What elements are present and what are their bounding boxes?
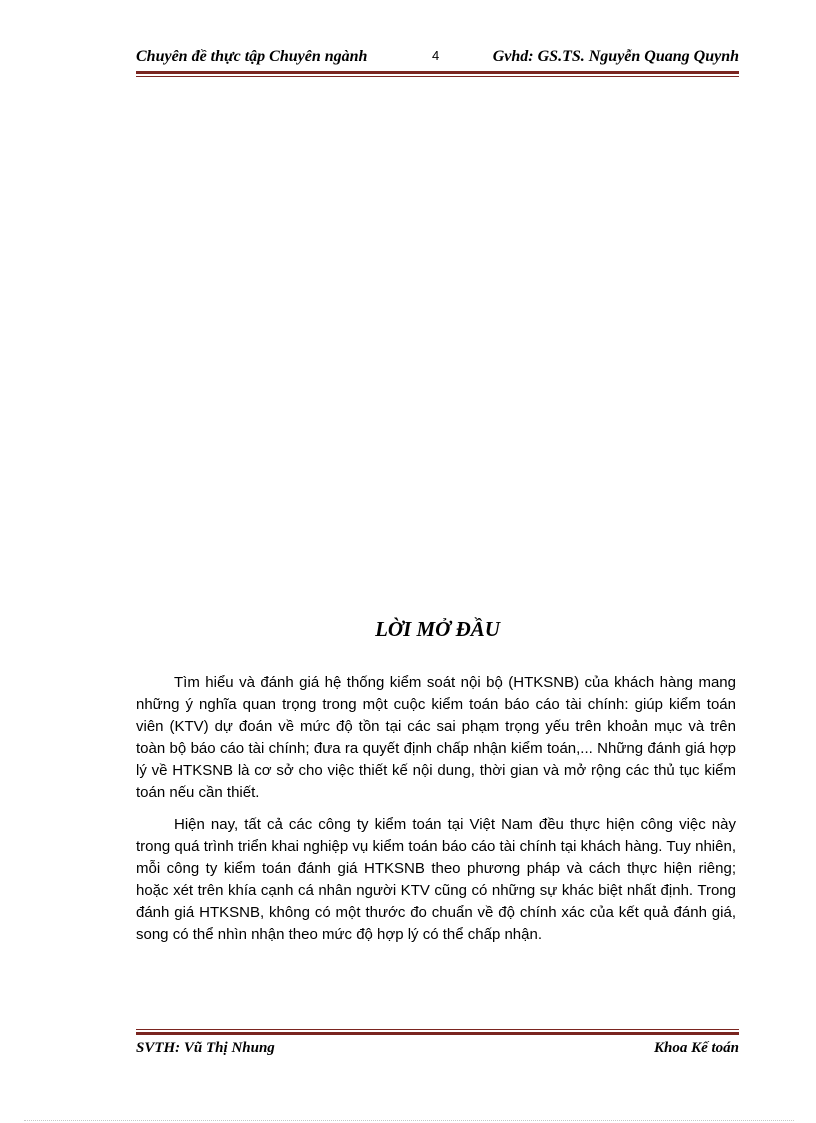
paragraph-2: Hiện nay, tất cả các công ty kiểm toán tại Việt Nam đều thực hiện công việc này trong quá trình triển khai nghiệp vụ kiểm toán báo cáo tài chính tại khách hàng. Tuy nhiên, mỗi công ty kiểm toán đánh giá HTKSNB theo phương pháp và cách thực hiện riêng; hoặc xét trên khía cạnh cá nhân người KTV cũng có những sự khác biệt nhất định. Trong đánh giá HTKSNB, không có một thước đo chuẩn về độ chính xác của kết quả đánh giá, song có thể nhìn nhận theo mức độ hợp lý có thể chấp nhận.: [136, 816, 736, 943]
introduction-body: [136, 672, 736, 956]
header-supervisor: Gvhd: GS.TS. Nguyễn Quang Quynh: [492, 48, 739, 65]
paragraph-1: Tìm hiểu và đánh giá hệ thống kiểm soát nội bộ (HTKSNB) của khách hàng mang những ý nghĩa quan trọng trong một cuộc kiểm toán báo cáo tài chính: giúp kiểm toán viên (KTV) dự đoán về mức độ tồn tại các sai phạm trọng yếu trên khoản mục và trên toàn bộ báo cáo tài chính; đưa ra quyết định chấp nhận kiểm toán,... Những đánh giá hợp lý về HTKSNB là cơ sở cho việc thiết kế nội dung, thời gian và mở rộng các thủ tục kiểm toán nếu cần thiết.: [136, 674, 736, 801]
footer-student: SVTH: Vũ Thị Nhung: [136, 1040, 275, 1056]
header-course-title: Chuyên đề thực tập Chuyên ngành: [136, 48, 368, 65]
header-rule-thick: [136, 71, 739, 74]
footer-rule-thick: [136, 1032, 739, 1035]
footer-department: Khoa Kế toán: [653, 1040, 739, 1056]
page-footer: [136, 1040, 739, 1062]
page-edge-divider: [24, 1120, 794, 1121]
footer-rule-thin: [136, 1029, 739, 1030]
page-number: 4: [432, 48, 440, 63]
page-title: LỜI MỞ ĐẦU: [375, 617, 500, 641]
header-rule-thin: [136, 76, 739, 77]
page-header: [136, 46, 739, 70]
